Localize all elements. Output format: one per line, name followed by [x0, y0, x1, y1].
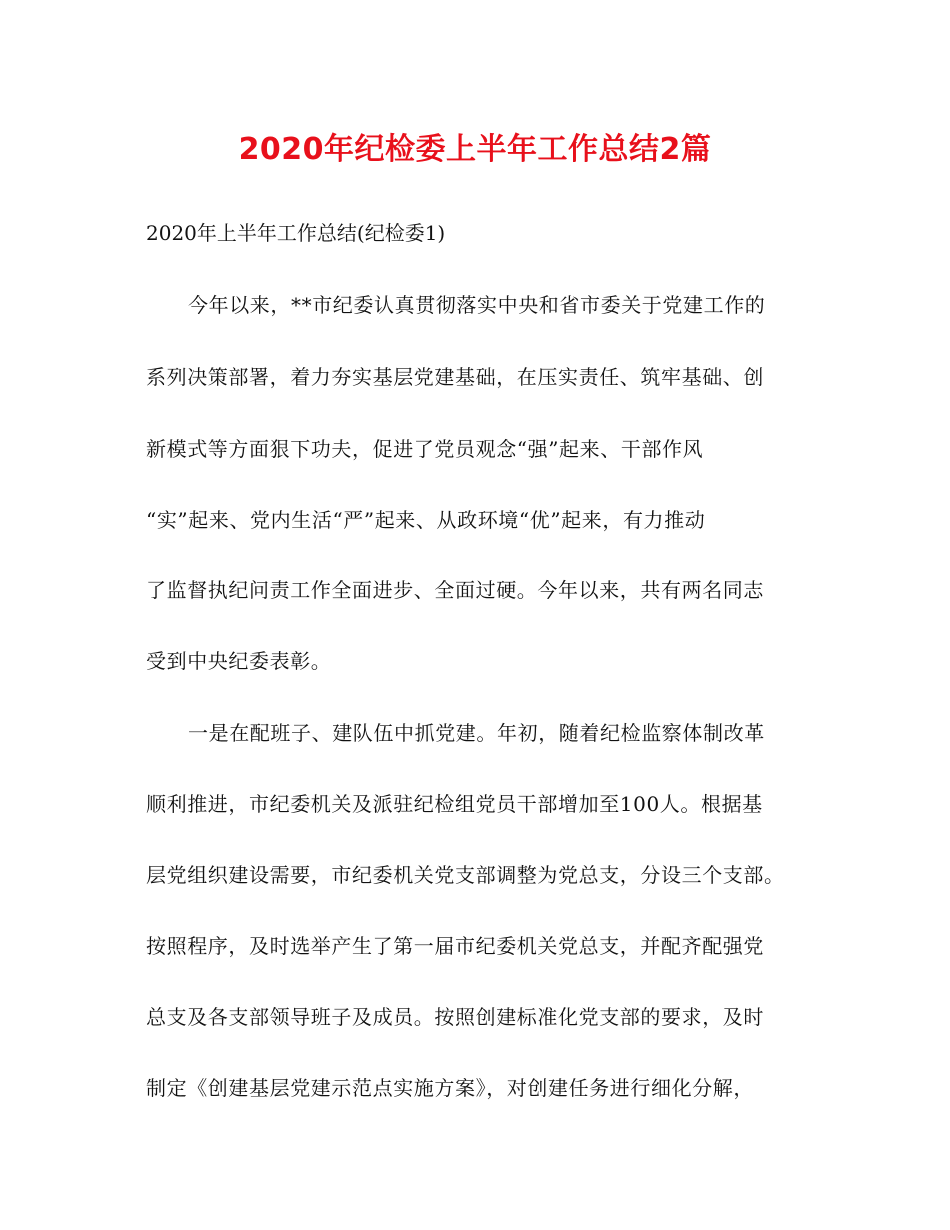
paragraph-line: 一是在配班子、建队伍中抓党建。年初，随着纪检监察体制改革: [188, 721, 765, 745]
paragraph-line: 系列决策部署，着力夯实基层党建基础，在压实责任、筑牢基础、创: [146, 365, 764, 389]
paragraph-line: 制定《创建基层党建示范点实施方案》，对创建任务进行细化分解，: [146, 1076, 754, 1100]
paragraph-line: 今年以来，**市纪委认真贯彻落实中央和省市委关于党建工作的: [188, 293, 766, 317]
paragraph-line: “实”起来、党内生活“严”起来、从政环境“优”起来，有力推动: [146, 508, 706, 532]
paragraph-line: 按照程序，及时选举产生了第一届市纪委机关党总支，并配齐配强党: [146, 934, 764, 958]
paragraph-line: 层党组织建设需要，市纪委机关党支部调整为党总支，分设三个支部。: [146, 863, 785, 887]
paragraph-line: 了监督执纪问责工作全面进步、全面过硬。今年以来，共有两名同志: [146, 578, 764, 602]
paragraph-line: 新模式等方面狠下功夫，促进了党员观念“强”起来、干部作风: [146, 437, 704, 461]
document-subtitle: 2020年上半年工作总结(纪检委1): [146, 221, 446, 245]
paragraph-line: 总支及各支部领导班子及成员。按照创建标准化党支部的要求，及时: [146, 1005, 764, 1029]
paragraph-line: 顺利推进，市纪委机关及派驻纪检组党员干部增加至100人。根据基: [146, 792, 763, 816]
paragraph-line: 受到中央纪委表彰。: [146, 649, 332, 673]
document-title: 2020年纪检委上半年工作总结2篇: [238, 132, 712, 167]
